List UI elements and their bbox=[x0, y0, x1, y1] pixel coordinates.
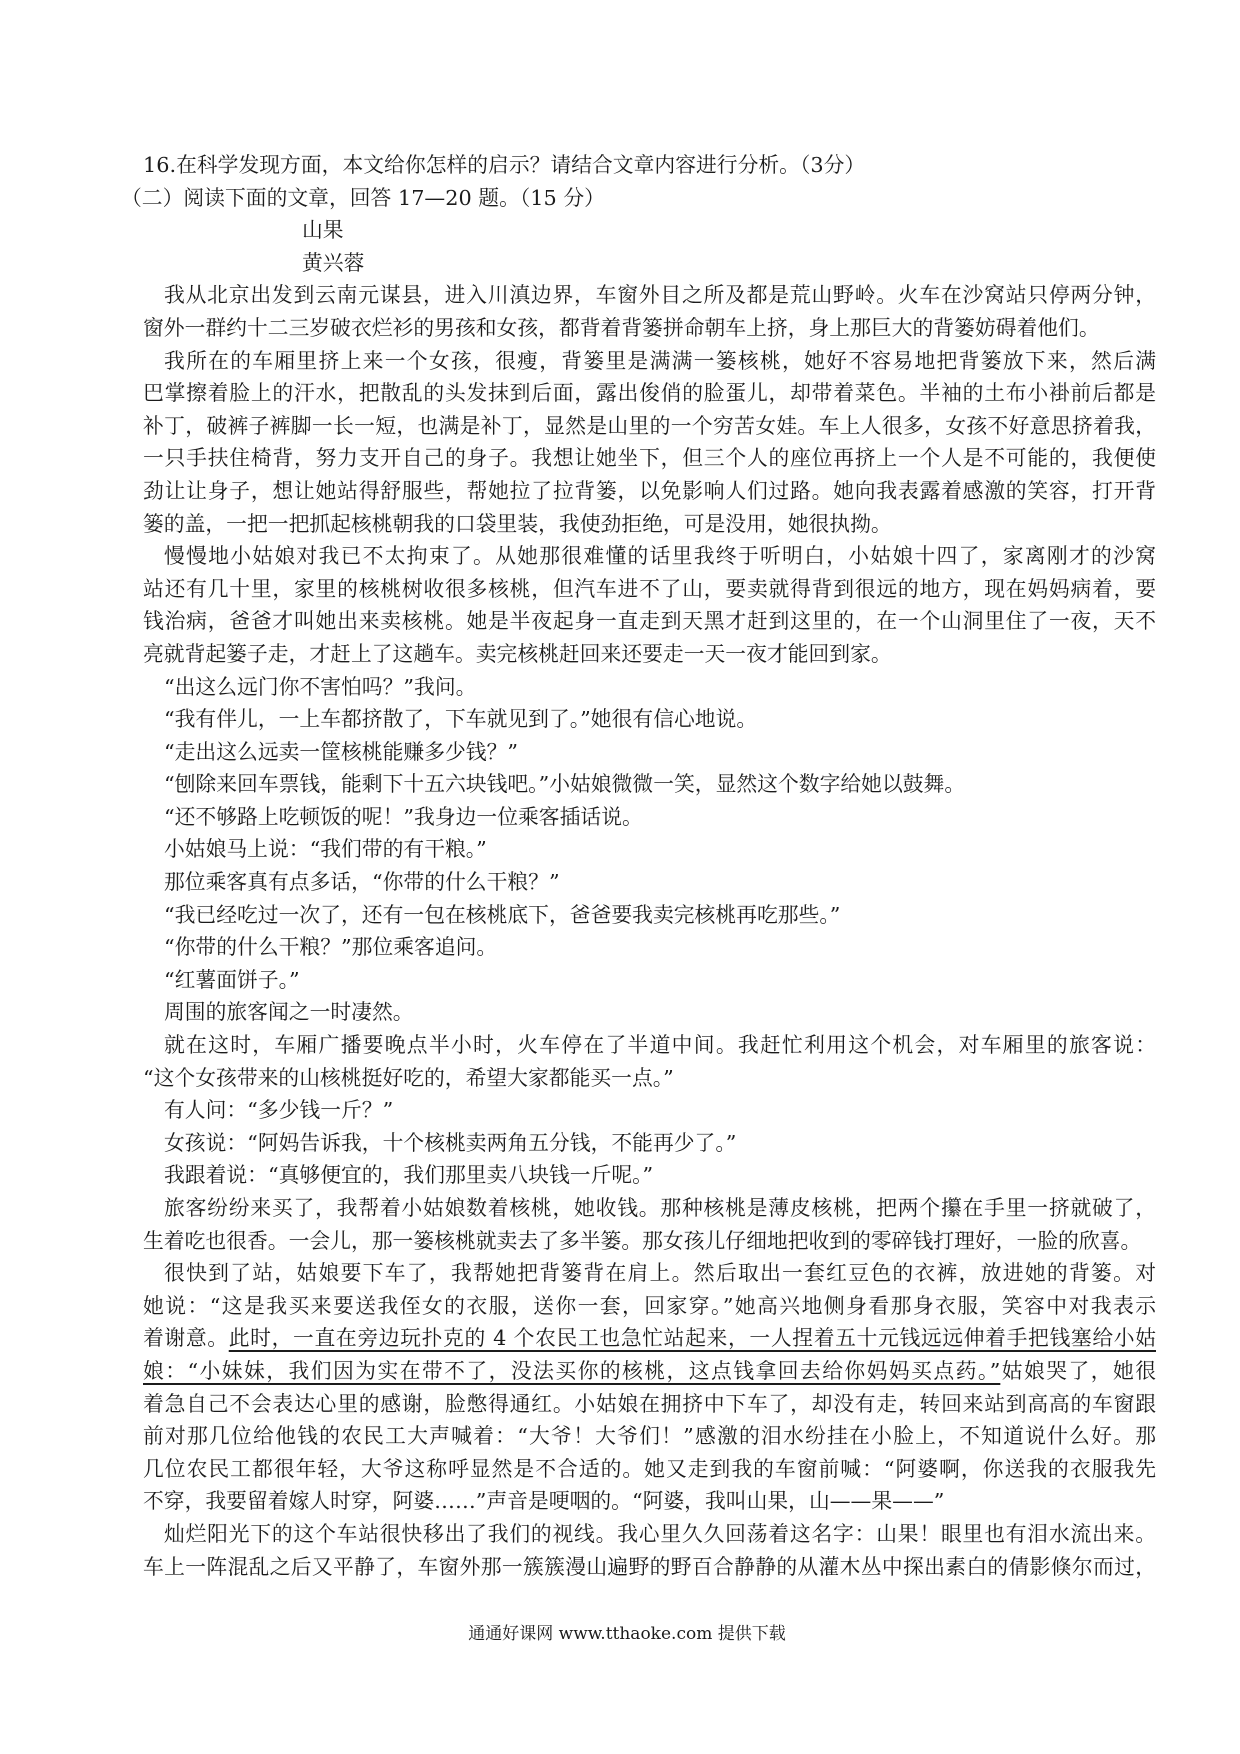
article-paragraph bbox=[143, 345, 1156, 541]
paragraph-line: 我跟着说：“真够便宜的，我们那里卖八块钱一斤呢。” bbox=[164, 1163, 654, 1188]
article-paragraph bbox=[143, 964, 1156, 997]
article-paragraph bbox=[143, 899, 1156, 932]
paragraph-line: 车上一阵混乱之后又平静了，车窗外那一簇簇漫山遍野的野百合静静的从灌木丛中探出素白的倩影倏尔而过， bbox=[143, 1554, 1156, 1579]
article-paragraph bbox=[143, 833, 1156, 866]
paragraph-line: 窗外一群约十二三岁破衣烂衫的男孩和女孩，都背着背篓拼命朝车上挤，身上那巨大的背篓妨碍着他们。 bbox=[143, 315, 1100, 340]
paragraph-line: 钱治病，爸爸才叫她出来卖核桃。她是半夜起身一直走到天黑才赶到这里的，在一个山洞里住了一夜，天不 bbox=[143, 609, 1156, 634]
paragraph-line: 生着吃也很香。一会儿，那一篓核桃就卖去了多半篓。那女孩儿仔细地把收到的零碎钱打理好，一脸的欣喜。 bbox=[143, 1228, 1142, 1253]
paragraph-line: 小姑娘马上说：“我们带的有干粮。” bbox=[164, 837, 487, 862]
paragraph-line bbox=[143, 1322, 1156, 1355]
paragraph-line: 慢慢地小姑娘对我已不太拘束了。从她那很难懂的话里我终于听明白，小姑娘十四了，家离刚才的沙窝 bbox=[164, 544, 1156, 569]
paragraph-line: “你带的什么干粮？”那位乘客追问。 bbox=[164, 935, 498, 960]
page-footer: 通通好课网 www.tthaoke.com 提供下载 bbox=[468, 1624, 786, 1644]
underlined-text: 娘：“小妹妹，我们因为实在带不了，没法买你的核桃，这点钱拿回去给你妈妈买点药。” bbox=[143, 1358, 1001, 1383]
paragraph-line: 周围的旅客闻之一时凄然。 bbox=[164, 1000, 414, 1025]
paragraph-line: 劲让让身子，想让她站得舒服些，帮她拉了拉背篓，以免影响人们过路。她向我表露着感激的笑容，打开背 bbox=[143, 478, 1156, 503]
article-paragraph bbox=[143, 1127, 1156, 1160]
paragraph-line: “红薯面饼子。” bbox=[164, 967, 300, 992]
paragraph-line: 就在这时，车厢广播要晚点半小时，火车停在了半道中间。我赶忙利用这个机会，对车厢里的旅客说： bbox=[164, 1033, 1156, 1058]
paragraph-line: 不穿，我要留着嫁人时穿，阿婆……”声音是哽咽的。“阿婆，我叫山果，山——果——” bbox=[143, 1489, 945, 1514]
paragraph-line: 巴掌擦着脸上的汗水，把散乱的头发抹到后面，露出俊俏的脸蛋儿，却带着菜色。半袖的土布小褂前后都是 bbox=[143, 381, 1156, 406]
paragraph-line: 很快到了站，姑娘要下车了，我帮她把背篓背在肩上。然后取出一套红豆色的衣裤，放进她的背篓。对 bbox=[164, 1261, 1156, 1286]
article-paragraph bbox=[143, 1518, 1156, 1583]
line-text: 着谢意。 bbox=[143, 1326, 229, 1351]
article-paragraph bbox=[143, 1029, 1156, 1094]
article-body bbox=[143, 279, 1156, 1583]
article-paragraph bbox=[143, 931, 1156, 964]
paragraph-line: “这个女孩带来的山核桃挺好吃的，希望大家都能买一点。” bbox=[143, 1065, 674, 1090]
question-16: 16.在科学发现方面，本文给你怎样的启示？请结合文章内容进行分析。（3分） bbox=[143, 153, 866, 177]
paragraph-line bbox=[143, 1355, 1156, 1388]
article-paragraph bbox=[143, 671, 1156, 704]
article-paragraph bbox=[143, 703, 1156, 736]
article-paragraph bbox=[143, 801, 1156, 834]
paragraph-line: “刨除来回车票钱，能剩下十五六块钱吧。”小姑娘微微一笑，显然这个数字给她以鼓舞。 bbox=[164, 772, 966, 797]
paragraph-line: “出这么远门你不害怕吗？”我问。 bbox=[164, 674, 477, 699]
article-paragraph bbox=[143, 996, 1156, 1029]
article-paragraph bbox=[143, 768, 1156, 801]
article-paragraph bbox=[143, 1257, 1156, 1518]
paragraph-line: 旅客纷纷来买了，我帮着小姑娘数着核桃，她收钱。那种核桃是薄皮核桃，把两个攥在手里一挤就破了， bbox=[164, 1196, 1156, 1220]
article-paragraph bbox=[143, 1159, 1156, 1192]
paragraph-line: “还不够路上吃顿饭的呢！”我身边一位乘客插话说。 bbox=[164, 804, 643, 829]
paragraph-line: 补丁，破裤子裤脚一长一短，也满是补丁，显然是山里的一个穷苦女娃。车上人很多，女孩不好意思挤着我， bbox=[143, 413, 1156, 438]
paragraph-line: 一只手扶住椅背，努力支开自己的身子。我想让她坐下，但三个人的座位再挤上一个人是不可能的，我便使 bbox=[143, 446, 1156, 471]
paragraph-line: 我所在的车厢里挤上来一个女孩，很瘦，背篓里是满满一篓核桃，她好不容易地把背篓放下来，然后满 bbox=[164, 348, 1156, 373]
paragraph-line: 站还有几十里，家里的核桃树收很多核桃，但汽车进不了山，要卖就得背到很远的地方，现在妈妈病着，要 bbox=[143, 576, 1156, 601]
article-paragraph bbox=[143, 866, 1156, 899]
paragraph-line: 着急自己不会表达心里的感谢，脸憋得通红。小姑娘在拥挤中下车了，却没有走，转回来站到高高的车窗跟 bbox=[143, 1391, 1156, 1416]
paragraph-line: 亮就背起篓子走，才赶上了这趟车。卖完核桃赶回来还要走一天一夜才能回到家。 bbox=[143, 641, 892, 666]
paragraph-line: 几位农民工都很年轻，大爷这称呼显然是不合适的。她又走到我的车窗前喊：“阿婆啊，你送我的衣服我先 bbox=[143, 1456, 1156, 1481]
article-paragraph bbox=[143, 279, 1156, 344]
paragraph-line: 女孩说：“阿妈告诉我，十个核桃卖两角五分钱，不能再少了。” bbox=[164, 1130, 737, 1155]
article-paragraph bbox=[143, 1192, 1156, 1257]
section-heading: （二）阅读下面的文章，回答 17—20 题。（15 分） bbox=[121, 185, 605, 210]
paragraph-line: “我有伴儿，一上车都挤散了，下车就见到了。”她很有信心地说。 bbox=[164, 707, 758, 732]
paragraph-line: 她说：“这是我买来要送我侄女的衣服，送你一套，回家穿。”她高兴地侧身看那身衣服，笑容中对我表示 bbox=[143, 1293, 1156, 1318]
article-author: 黄兴蓉 bbox=[302, 250, 365, 275]
paragraph-line: 篓的盖，一把一把抓起核桃朝我的口袋里装，我使劲拒绝，可是没用，她很执拗。 bbox=[143, 511, 892, 536]
paragraph-line: 前对那几位给他钱的农民工大声喊着：“大爷！大爷们！”感激的泪水纷挂在小脸上，不知道说什么好。那 bbox=[143, 1424, 1156, 1449]
paragraph-line: 那位乘客真有点多话，“你带的什么干粮？” bbox=[164, 870, 560, 895]
article-paragraph bbox=[143, 540, 1156, 670]
article-paragraph bbox=[143, 1094, 1156, 1127]
article-title: 山果 bbox=[302, 218, 344, 243]
paragraph-line: 有人问：“多少钱一斤？” bbox=[164, 1098, 394, 1123]
paragraph-line: 我从北京出发到云南元谋县，进入川滇边界，车窗外目之所及都是荒山野岭。火车在沙窝站只停两分钟， bbox=[164, 283, 1156, 308]
article-paragraph bbox=[143, 736, 1156, 769]
page-content bbox=[121, 149, 1156, 1583]
paragraph-line: “走出这么远卖一筐核桃能赚多少钱？” bbox=[164, 739, 519, 764]
underlined-text: 此时，一直在旁边玩扑克的 4 个农民工也急忙站起来，一人捏着五十元钱远远伸着手把钱塞给小姑 bbox=[228, 1326, 1156, 1351]
paragraph-line: “我已经吃过一次了，还有一包在核桃底下，爸爸要我卖完核桃再吃那些。” bbox=[164, 902, 841, 927]
paragraph-line: 灿烂阳光下的这个车站很快移出了我们的视线。我心里久久回荡着这名字：山果！眼里也有泪水流出来。 bbox=[164, 1521, 1156, 1546]
line-text: 姑娘哭了，她很 bbox=[1000, 1358, 1156, 1383]
